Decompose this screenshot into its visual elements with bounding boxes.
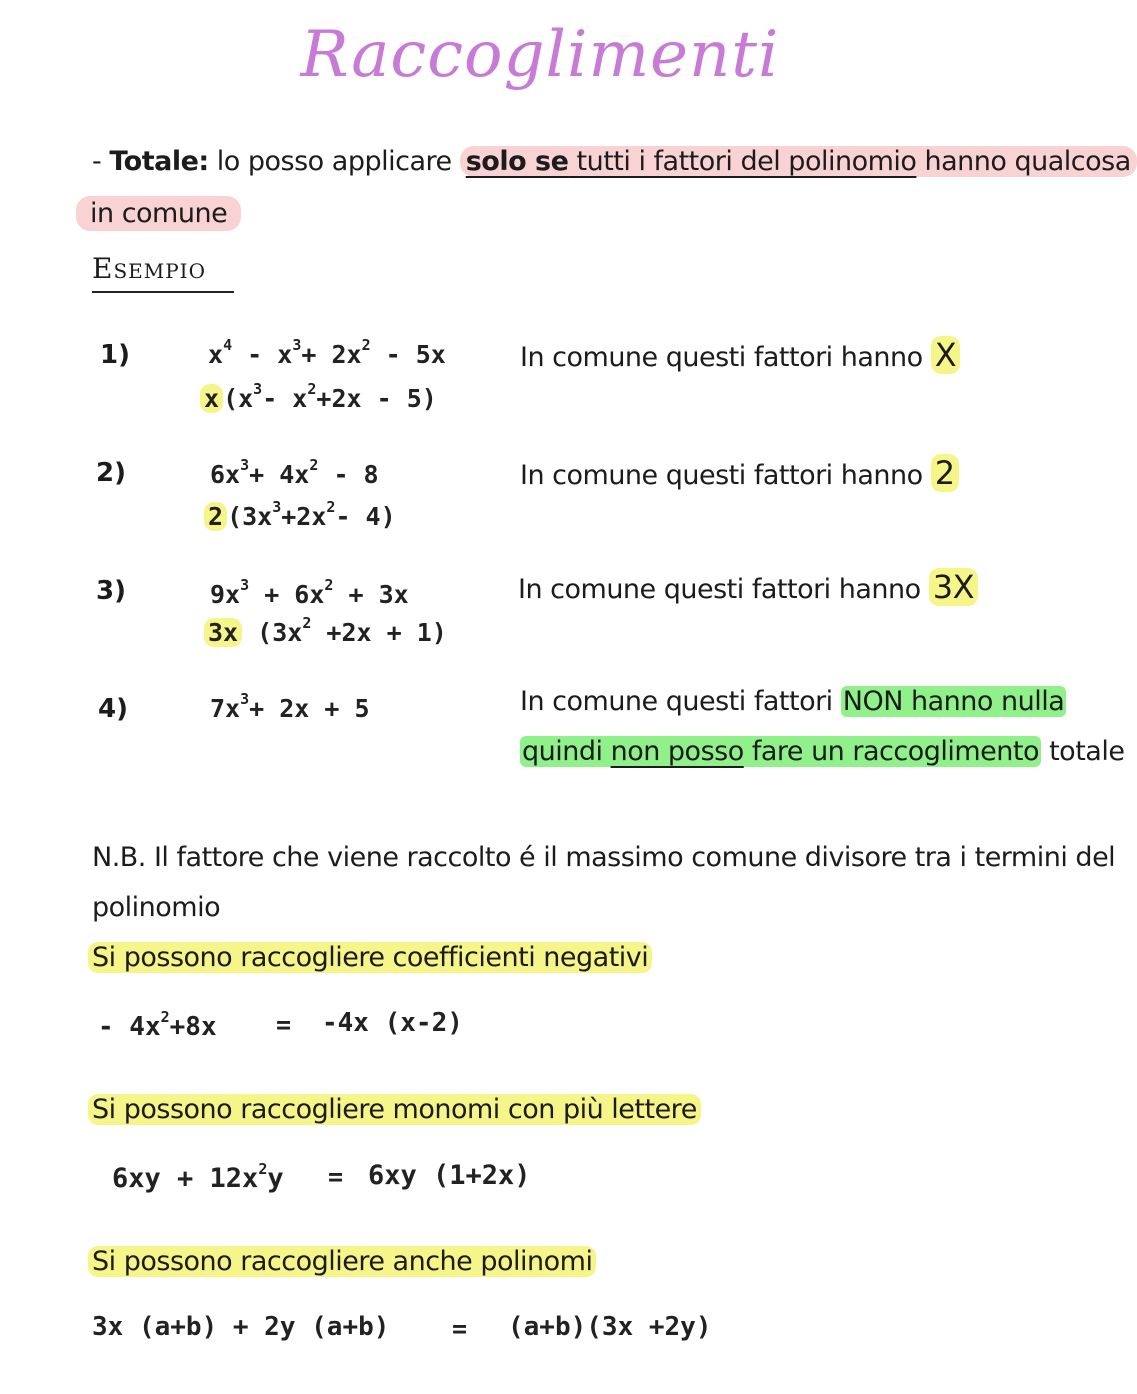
example-1-factor-highlight: x xyxy=(200,384,223,413)
lhs-exp: 2 xyxy=(258,1160,268,1178)
factored-part: - x xyxy=(262,384,308,413)
example-2-expression xyxy=(210,456,379,489)
line2-a: quindi xyxy=(522,736,611,767)
totale-text-1: lo posso applicare xyxy=(208,146,460,177)
totale-highlight xyxy=(460,146,1137,177)
example-3-factored xyxy=(204,614,447,647)
totale-label: Totale: xyxy=(109,146,209,177)
factored-part: (3x xyxy=(227,502,273,531)
example-4-comment xyxy=(520,686,1066,717)
polinomi-heading-text: Si possono raccogliere anche polinomi xyxy=(88,1246,596,1277)
lhs-part: 6xy + 12x xyxy=(112,1163,259,1194)
lhs-part: y xyxy=(267,1163,284,1194)
lhs-exp: 2 xyxy=(160,1008,170,1026)
expr-part: 9x xyxy=(210,580,241,609)
example-3-common: 3X xyxy=(929,568,978,606)
example-4-comment-line2 xyxy=(520,736,1124,767)
nb-line-2: polinomio xyxy=(92,892,221,923)
expr-part: + 3x xyxy=(333,580,409,609)
expr-exp: 3 xyxy=(240,456,250,474)
example-1-common: X xyxy=(931,336,960,374)
totale-in-comune: in comune xyxy=(76,196,241,231)
example-3-comment xyxy=(518,568,978,606)
expr-part: + 2x xyxy=(301,340,362,369)
expr-part: + 6x xyxy=(249,580,325,609)
factored-part: (x xyxy=(223,384,254,413)
totale-text-2: tutti i fattori del polinomio xyxy=(568,146,917,177)
lhs-part: - 4x xyxy=(98,1012,161,1042)
example-3-number: 3) xyxy=(96,576,126,606)
comment-text: In comune questi fattori hanno xyxy=(518,574,929,605)
factored-exp: 3 xyxy=(253,380,263,398)
negativi-heading xyxy=(88,942,652,973)
totale-dash: - xyxy=(92,146,110,177)
line2-c: fare un raccoglimento xyxy=(743,736,1040,767)
factored-part: +2x - 5) xyxy=(316,384,437,413)
factored-exp: 3 xyxy=(272,498,282,516)
totale-definition xyxy=(92,146,1137,177)
expr-exp: 3 xyxy=(240,576,250,594)
monomi-lhs xyxy=(112,1160,284,1194)
example-4-non-hanno: NON hanno nulla xyxy=(842,686,1065,717)
example-4-green-text xyxy=(520,736,1041,767)
factored-part: +2x xyxy=(281,502,327,531)
polinomi-lhs: 3x (a+b) + 2y (a+b) xyxy=(92,1312,390,1342)
monomi-heading-text: Si possono raccogliere monomi con più lettere xyxy=(88,1094,701,1125)
expr-part: - 5x xyxy=(370,340,446,369)
esempio-heading: Esempio xyxy=(92,252,234,293)
polinomi-equals: = xyxy=(452,1314,468,1343)
factored-part: +2x + 1) xyxy=(311,618,447,647)
example-2-factored xyxy=(204,498,396,531)
polinomi-rhs: (a+b)(3x +2y) xyxy=(508,1312,712,1342)
negativi-rhs: -4x (x-2) xyxy=(322,1008,463,1038)
negativi-heading-text: Si possono raccogliere coefficienti negativi xyxy=(88,942,652,973)
monomi-rhs: 6xy (1+2x) xyxy=(368,1160,531,1191)
factored-exp: 2 xyxy=(326,498,336,516)
expr-exp: 3 xyxy=(240,690,250,708)
example-1-expression xyxy=(208,336,446,369)
example-2-common: 2 xyxy=(931,454,959,492)
example-4-expression xyxy=(210,690,370,723)
lhs-part: +8x xyxy=(169,1012,217,1042)
page-title: Raccoglimenti xyxy=(300,18,780,92)
line2-totale: totale xyxy=(1041,736,1125,767)
expr-part: + 4x xyxy=(249,460,310,489)
expr-part: - 8 xyxy=(318,460,379,489)
line2-non-posso: non posso xyxy=(610,736,744,767)
polinomi-heading xyxy=(88,1246,596,1277)
expr-exp: 2 xyxy=(309,456,319,474)
expr-exp: 2 xyxy=(361,336,371,354)
totale-text-3: hanno qualcosa xyxy=(916,146,1131,177)
factored-exp: 2 xyxy=(302,614,312,632)
comment-text: In comune questi fattori xyxy=(520,686,841,717)
totale-solo-se: solo se xyxy=(465,146,569,177)
example-1-comment xyxy=(520,336,960,374)
factored-part: - 4) xyxy=(335,502,396,531)
negativi-equals: = xyxy=(276,1010,292,1039)
example-4-number: 4) xyxy=(98,694,128,724)
expr-part: - x xyxy=(232,340,293,369)
monomi-equals: = xyxy=(328,1162,344,1191)
expr-part: + 2x + 5 xyxy=(249,694,370,723)
example-2-number: 2) xyxy=(96,458,126,488)
monomi-heading xyxy=(88,1094,701,1125)
comment-text: In comune questi fattori hanno xyxy=(520,342,931,373)
example-2-comment xyxy=(520,454,959,492)
comment-text: In comune questi fattori hanno xyxy=(520,460,931,491)
factored-part: (3x xyxy=(242,618,303,647)
example-2-factor-highlight: 2 xyxy=(204,502,227,531)
factored-exp: 2 xyxy=(307,380,317,398)
expr-exp: 4 xyxy=(223,336,233,354)
example-3-expression xyxy=(210,576,409,609)
expr-exp: 3 xyxy=(292,336,302,354)
expr-part: 6x xyxy=(210,460,241,489)
expr-part: x xyxy=(208,340,224,369)
expr-exp: 2 xyxy=(324,576,334,594)
negativi-lhs xyxy=(98,1008,217,1042)
totale-definition-line2 xyxy=(76,198,241,229)
example-1-factored xyxy=(200,380,437,413)
example-3-factor-highlight: 3x xyxy=(204,618,242,647)
example-1-number: 1) xyxy=(100,340,130,370)
nb-line-1: N.B. Il fattore che viene raccolto é il massimo comune divisore tra i termini del xyxy=(92,842,1116,873)
expr-part: 7x xyxy=(210,694,241,723)
